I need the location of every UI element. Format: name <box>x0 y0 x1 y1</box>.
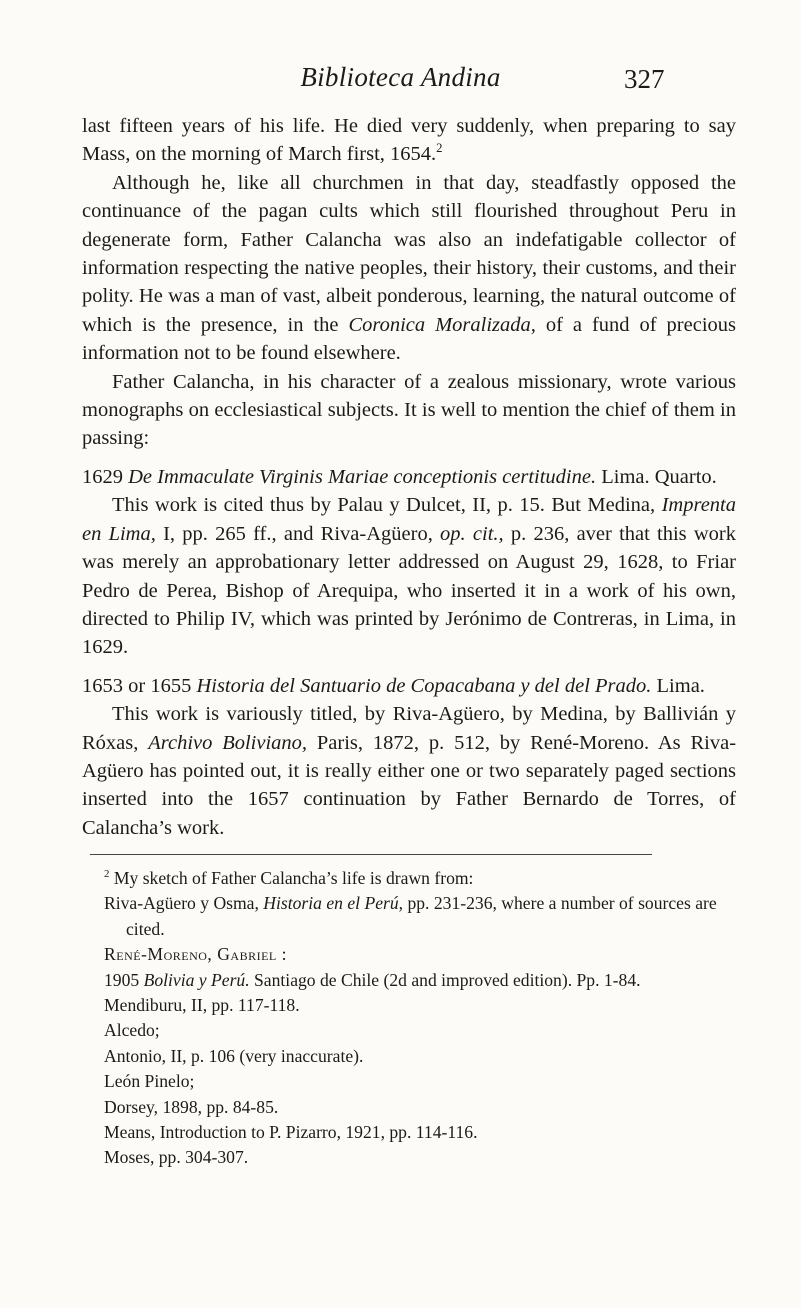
paragraph-1: last fifteen years of his life. He died very suddenly, when preparing to say Mass, on the morning of March first, 1654.$^2$ <box>82 115 736 166</box>
footnote-source: Moses, pp. 304-307. <box>104 1147 249 1168</box>
bibliography-entry-1653: 1653 or 1655 Historia del Santuario de Copacabana y del del Prado. Lima. <box>82 674 705 697</box>
footnote-intro: $^2$ My sketch of Father Calancha’s life is drawn from: <box>104 868 474 888</box>
paragraph-2: Although he, like all churchmen in that day, steadfastly opposed the continuance of the pagan cults which still flourished throughout Peru in degenerate form, Father Calancha was also an indefatigable collector of information respecting the native peoples, their history, their customs, and their polity. He was a man of vast, albeit ponderous, learning, the natural outcome of which is the presence, in the Coronica Moralizada, of a fund of precious information not to be found elsewhere. <box>82 171 736 365</box>
page-number: 327 <box>624 64 665 94</box>
footnote-source: Means, Introduction to P. Pizarro, 1921, pp. 114-116. <box>104 1122 478 1143</box>
paragraph-5: This work is variously titled, by Riva-Agüero, by Medina, by Ballivián y Róxas, Archivo Boliviano, Paris, 1872, p. 512, by René-Moreno. As Riva-Agüero has pointed out, it is really either one or two separately paged sections inserted into the 1657 continuation by Father Bernardo de Torres, of Calancha’s work. <box>82 703 737 839</box>
footnote-marker: 2 <box>436 141 443 156</box>
body-text <box>82 112 736 842</box>
footnote-source: Mendiburu, II, pp. 117-118. <box>104 995 300 1016</box>
bibliography-entry-1629: 1629 De Immaculate Virginis Mariae conceptionis certitudine. Lima. Quarto. <box>82 465 717 488</box>
footnote-source: 1905 Bolivia y Perú. Santiago de Chile (2d and improved edition). Pp. 1-84. <box>104 969 641 990</box>
running-title: Biblioteca Andina <box>300 62 501 92</box>
footnote-source: Antonio, II, p. 106 (very inaccurate). <box>104 1045 364 1066</box>
paragraph-4: This work is cited thus by Palau y Dulcet, II, p. 15. But Medina, Imprenta en Lima, I, pp. 265 ff., and Riva-Agüero, op. cit., p. 236, aver that this work was merely an approbationary letter addressed on August 29, 1628, to Friar Pedro de Perea, Bishop of Arequipa, who inserted it in a work of his own, directed to Philip IV, which was printed by Jerónimo de Contreras, in Lima, in 1629. <box>82 494 737 659</box>
footnote-divider <box>90 854 652 855</box>
work-title: Coronica Moralizada, <box>348 313 536 336</box>
footnote-source: Alcedo; <box>104 1020 160 1041</box>
footnote-source: Riva-Agüero y Osma, Historia en el Perú, pp. 231-236, where a number of sources are cited. <box>104 893 717 939</box>
paragraph-3: Father Calancha, in his character of a zealous missionary, wrote various monographs on ecclesiastical subjects. It is well to mention the chief of them in passing: <box>82 370 736 450</box>
footnotes <box>82 866 736 1171</box>
footnote-source: León Pinelo; <box>104 1071 195 1092</box>
footnote-source: René-Moreno, Gabriel : <box>104 944 288 965</box>
footnote-source: Dorsey, 1898, pp. 84-85. <box>104 1096 279 1117</box>
